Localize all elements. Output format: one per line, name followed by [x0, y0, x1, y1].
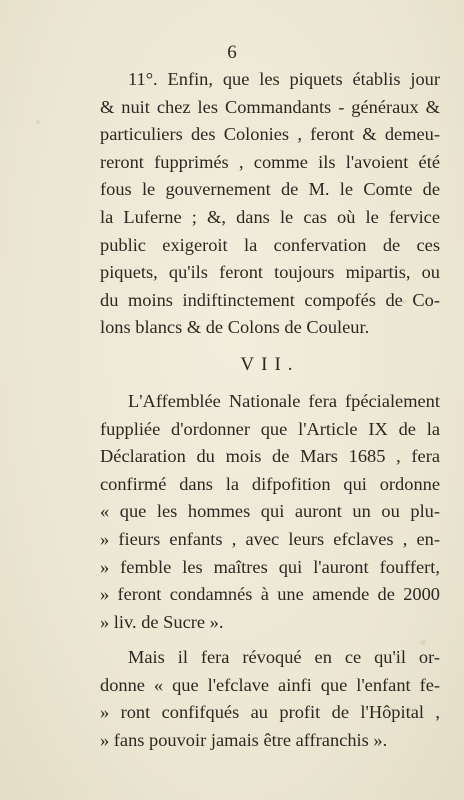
text-line: » fieurs enfants , avec leurs efclaves , en- [100, 528, 440, 549]
text-line: Déclaration du mois de Mars 1685 , fera [100, 446, 440, 467]
section-heading: VII. [240, 353, 300, 375]
text-line: » femble les maîtres qui l'auront fouffert, [100, 556, 440, 577]
text-line: reront fupprimés , comme ils l'avoient été [100, 151, 440, 172]
text-line: » feront condamnés à une amende de 2000 [100, 584, 440, 605]
text-line: » fans pouvoir jamais être affranchis ». [100, 730, 388, 751]
text-line: & nuit chez les Commandants - généraux & [100, 96, 440, 117]
text-line: » ront confifqués au profit de l'Hôpital , [100, 702, 440, 723]
page-text [100, 66, 440, 755]
text-line: particuliers des Colonies , feront & demeu- [100, 124, 440, 145]
text-line: donne « que l'efclave ainfi que l'enfant fe- [100, 674, 440, 695]
text-line: fous le gouvernement de M. le Comte de [100, 179, 440, 200]
text-line: du moins indiftinctement compofés de Co- [100, 289, 440, 310]
text-line: « que les hommes qui auront un ou plu- [100, 501, 440, 522]
paper-spot [36, 120, 40, 124]
text-line: confirmé dans la difpofition qui ordonne [100, 473, 440, 494]
text-line: piquets, qu'ils feront toujours mipartis, ou [100, 262, 440, 283]
text-line: 11°. Enfin, que les piquets établis jour [128, 69, 440, 89]
text-line: » liv. de Sucre ». [100, 611, 224, 632]
text-line: L'Affemblée Nationale fera fpécialement [128, 390, 440, 411]
text-line: public exigeroit la confervation de ces [100, 234, 440, 255]
text-line: Mais il fera révoqué en ce qu'il or- [128, 647, 440, 668]
text-line: la Luferne ; &, dans le cas où le fervice [100, 206, 440, 227]
text-line: fuppliée d'ordonner que l'Article IX de la [100, 418, 440, 439]
paragraph-vii-2 [100, 644, 440, 754]
page-number: 6 [227, 42, 237, 63]
paragraph-vii-1 [100, 388, 440, 636]
paragraph-gap [100, 636, 440, 644]
paragraph-11 [100, 66, 440, 342]
text-line: lons blancs & de Colons de Couleur. [100, 317, 370, 338]
